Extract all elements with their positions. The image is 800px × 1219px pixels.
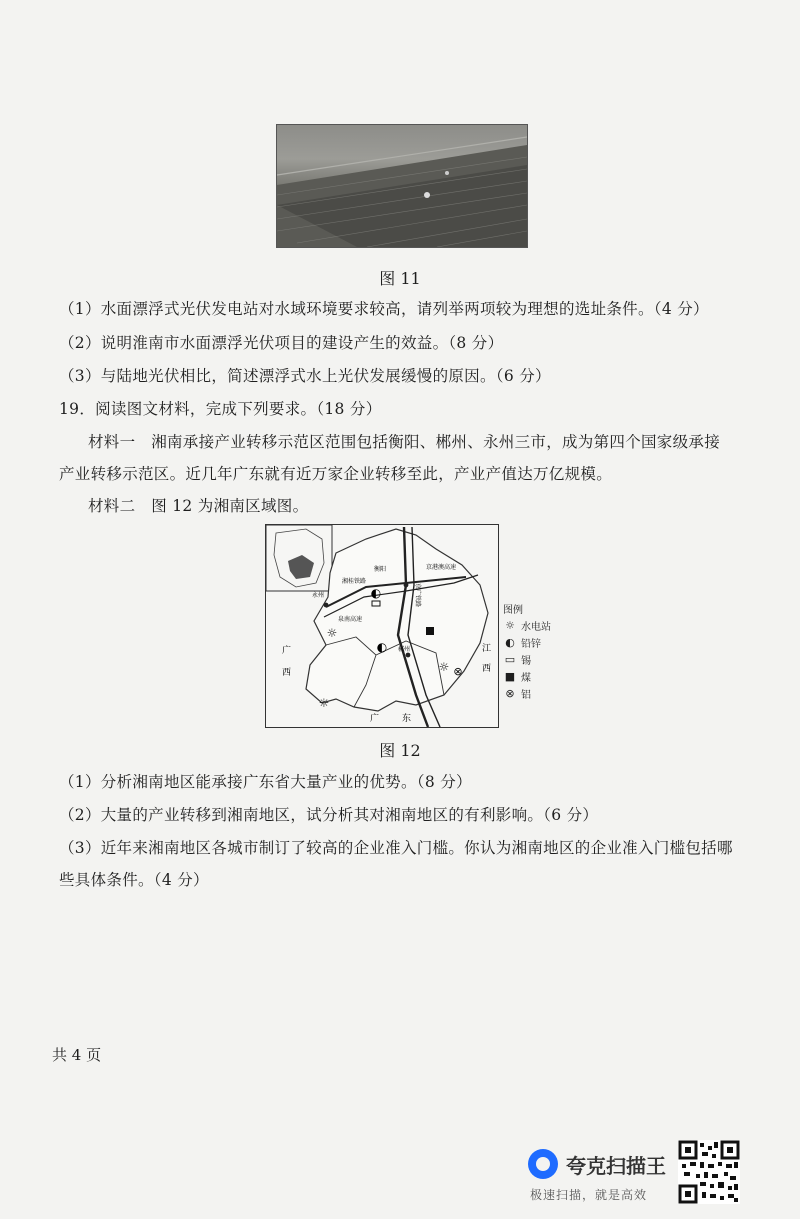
question-19-3-line-1: （3）近年来湘南地区各城市制订了较高的企业准入门槛。你认为湘南地区的企业准入门槛包括哪 <box>59 839 733 857</box>
legend-item-aluminum: ⊗ 铝 <box>503 685 551 702</box>
page-count: 共 4 页 <box>52 1046 102 1064</box>
material-2: 材料二 图 12 为湘南区域图。 <box>88 497 309 515</box>
label-chenzhou: 郴州 <box>398 646 411 653</box>
coal-icon: ■ <box>504 670 516 683</box>
label-xianggui-rail: 湘桂铁路 <box>342 578 367 585</box>
qr-code-icon <box>678 1140 740 1204</box>
question-19-1: （1）分析湘南地区能承接广东省大量产业的优势。（8 分） <box>59 773 472 791</box>
label-yongzhou: 永州 <box>312 592 325 599</box>
svg-text:⊗: ⊗ <box>453 665 463 678</box>
label-guangxi-2: 西 <box>282 668 292 678</box>
lead-zinc-icon: ◐ <box>505 636 515 649</box>
material-1-line-2: 产业转移示范区。近几年广东就有近万家企业转移至此，产业产值达万亿规模。 <box>59 465 613 483</box>
question-18-3: （3）与陆地光伏相比，简述漂浮式水上光伏发展缓慢的原因。（6 分） <box>59 367 551 385</box>
svg-text:☼: ☼ <box>318 696 330 710</box>
svg-text:☼: ☼ <box>326 626 338 640</box>
question-19-2: （2）大量的产业转移到湘南地区，试分析其对湘南地区的有利影响。（6 分） <box>59 806 599 824</box>
label-hengyang: 衡阳 <box>374 566 387 573</box>
xiangnan-region-map <box>266 525 498 727</box>
figure-12-map <box>265 524 499 728</box>
legend-item-lead-zinc: ◐ 铅锌 <box>503 634 551 651</box>
scanner-slogan: 极速扫描，就是高效 <box>530 1188 648 1202</box>
label-jiangxi-1: 江 <box>482 644 492 654</box>
label-guangdong-1: 广 <box>370 714 380 724</box>
floating-solar-panels-photo <box>277 125 527 247</box>
scanner-brand-name: 夸克扫描王 <box>566 1154 666 1178</box>
question-19-title: 19．阅读图文材料，完成下列要求。（18 分） <box>59 400 382 418</box>
label-jingguang-hwy: 京港澳高速 <box>426 564 457 571</box>
map-legend <box>503 600 551 702</box>
scanner-logo-icon <box>528 1149 558 1179</box>
svg-text:◐: ◐ <box>370 586 382 600</box>
legend-item-tin: ▭ 锡 <box>504 653 531 667</box>
hydropower-icon: ☼ <box>505 619 515 632</box>
label-jinghu-rail: 京广铁路 <box>414 583 421 608</box>
tin-icon: ▭ <box>504 653 516 666</box>
label-guangdong-2: 东 <box>402 714 412 724</box>
label-guangxi-1: 广 <box>282 646 292 656</box>
legend-item-hydropower: ☼ 水电站 <box>503 617 551 634</box>
svg-text:◐: ◐ <box>376 640 388 654</box>
legend-title: 图例 <box>503 605 523 616</box>
svg-text:☼: ☼ <box>438 660 450 674</box>
question-19-3-line-2: 些具体条件。（4 分） <box>59 871 209 889</box>
question-18-2: （2）说明淮南市水面漂浮光伏项目的建设产生的效益。（8 分） <box>59 334 504 352</box>
material-1-line-1: 材料一 湘南承接产业转移示范区范围包括衡阳、郴州、永州三市，成为第四个国家级承接 <box>88 433 721 451</box>
scanner-watermark <box>528 1146 668 1206</box>
label-hengnan-hwy: 泉南高速 <box>338 616 363 623</box>
figure-11-photo <box>276 124 528 248</box>
question-18-1: （1）水面漂浮式光伏发电站对水域环境要求较高，请列举两项较为理想的选址条件。（4 分） <box>59 300 709 318</box>
label-jiangxi-2: 西 <box>482 664 492 674</box>
aluminum-icon: ⊗ <box>505 687 515 700</box>
legend-item-coal: ■ 煤 <box>504 670 531 684</box>
figure-11-caption: 图 11 <box>379 269 421 288</box>
figure-12-caption: 图 12 <box>379 741 421 760</box>
